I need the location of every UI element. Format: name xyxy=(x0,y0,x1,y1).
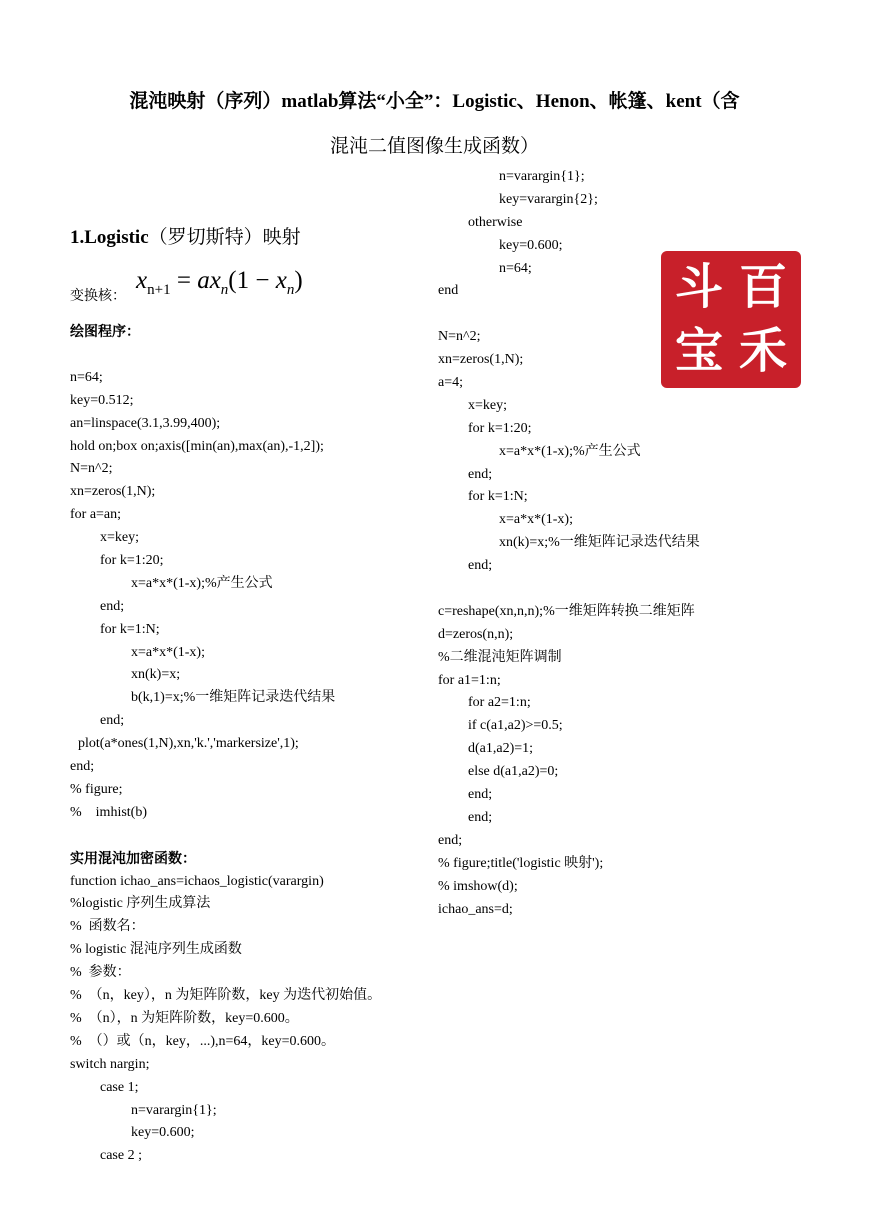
code-line: an=linspace(3.1,3.99,400); xyxy=(70,415,221,431)
code-line: end; xyxy=(100,598,125,614)
code-line: for k=1:N; xyxy=(468,489,528,505)
document-title-line2: 混沌二值图像生成函数） xyxy=(329,136,539,157)
left-column xyxy=(70,222,430,1168)
code-line: case 2 ; xyxy=(100,1148,142,1164)
code-line: for k=1:20; xyxy=(468,420,532,436)
code-line: n=varargin{1}; xyxy=(499,169,585,184)
section-heading-cn: （罗切斯特）映射 xyxy=(148,227,301,248)
document-title-line1: 混沌映射（序列）matlab算法“小全”：Logistic、Henon、帐篷、kent（含 xyxy=(129,91,740,112)
code-line: %二维混沌矩阵调制 xyxy=(438,649,562,665)
kernel-label: 变换核： xyxy=(70,289,126,304)
seal-stamp xyxy=(661,251,801,388)
code-line: x=a*x*(1-x); xyxy=(499,512,573,528)
code-line: % 函数名： xyxy=(70,919,145,935)
code-line: N=n^2; xyxy=(70,461,113,477)
plot-code-block xyxy=(70,367,430,825)
code-line: x=key; xyxy=(100,530,139,546)
code-line: n=64; xyxy=(70,369,103,385)
code-line: end; xyxy=(468,558,493,574)
code-line: if c(a1,a2)>=0.5; xyxy=(468,718,563,734)
seal-char: 百 xyxy=(738,259,787,315)
code-line: end; xyxy=(70,759,95,775)
code-line: for a2=1:n; xyxy=(468,695,531,711)
code-line: function ichao_ans=ichaos_logistic(varargin) xyxy=(70,873,324,889)
code-line: for k=1:N; xyxy=(100,621,160,637)
function-code-block xyxy=(70,871,430,1169)
seal-char: 斗 xyxy=(674,259,723,315)
transform-kernel xyxy=(70,267,430,307)
code-line: ichao_ans=d; xyxy=(438,901,513,917)
code-line: % logistic 混沌序列生成函数 xyxy=(70,942,242,958)
code-line: % 参数： xyxy=(70,965,131,981)
code-line: % imshow(d); xyxy=(438,878,518,894)
code-line: key=0.512; xyxy=(70,392,134,408)
plot-program-heading: 绘图程序： xyxy=(70,325,140,340)
code-line: N=n^2; xyxy=(438,329,481,345)
code-line: xn=zeros(1,N); xyxy=(70,484,156,500)
code-line: d=zeros(n,n); xyxy=(438,626,514,642)
code-line: for k=1:20; xyxy=(100,553,164,569)
code-line: xn(k)=x; xyxy=(131,667,181,683)
section-heading xyxy=(70,222,430,249)
code-line: % （n，key），n 为矩阵阶数，key 为迭代初始值。 xyxy=(70,988,382,1004)
code-line xyxy=(438,578,798,601)
code-line: key=varargin{2}; xyxy=(499,191,598,207)
code-line: key=0.600; xyxy=(131,1125,195,1141)
code-line: a=4; xyxy=(438,375,463,391)
code-line: n=64; xyxy=(499,260,532,276)
section-heading-number: 1.Logistic xyxy=(70,227,149,248)
code-line: end; xyxy=(468,809,493,825)
code-line: c=reshape(xn,n,n);%一维矩阵转换二维矩阵 xyxy=(438,603,695,619)
code-line: end; xyxy=(468,787,493,803)
code-line: switch nargin; xyxy=(70,1056,150,1072)
code-line: plot(a*ones(1,N),xn,'k.','markersize',1); xyxy=(78,736,299,752)
code-line: end; xyxy=(100,713,125,729)
code-line: hold on;box on;axis([min(an),max(an),-1,2]); xyxy=(70,438,324,454)
code-line: end xyxy=(438,283,459,299)
code-line: key=0.600; xyxy=(499,237,563,253)
code-line: x=a*x*(1-x);%产生公式 xyxy=(131,575,273,591)
code-line: n=varargin{1}; xyxy=(131,1102,217,1118)
code-line: for a1=1:n; xyxy=(438,672,501,688)
code-line: % figure;title('logistic 映射'); xyxy=(438,855,604,871)
kernel-formula: $x_{n+1} = ax_n(1 - x_n)$ xyxy=(136,267,303,298)
code-line: b(k,1)=x;%一维矩阵记录迭代结果 xyxy=(131,690,336,706)
code-line: x=a*x*(1-x); xyxy=(131,644,205,660)
code-line: xn(k)=x;%一维矩阵记录迭代结果 xyxy=(499,535,700,551)
code-line: else d(a1,a2)=0; xyxy=(468,764,559,780)
code-line: end; xyxy=(438,832,463,848)
encryption-function-heading: 实用混沌加密函数： xyxy=(70,851,196,867)
code-line: x=key; xyxy=(468,397,507,413)
code-line: % figure; xyxy=(70,781,123,797)
seal-char: 宝 xyxy=(674,323,723,379)
code-line: % （）或（n，key，...),n=64，key=0.600。 xyxy=(70,1033,336,1049)
code-line: x=a*x*(1-x);%产生公式 xyxy=(499,443,641,459)
code-line: %logistic 序列生成算法 xyxy=(70,896,211,912)
code-line: for a=an; xyxy=(70,507,122,523)
code-line: otherwise xyxy=(468,214,523,230)
code-line: end; xyxy=(468,466,493,482)
seal-char: 禾 xyxy=(738,323,787,379)
code-line: d(a1,a2)=1; xyxy=(468,741,534,757)
code-line: case 1; xyxy=(100,1079,139,1095)
code-line: % （n），n 为矩阵阶数，key=0.600。 xyxy=(70,1010,299,1026)
code-line: % imhist(b) xyxy=(70,804,147,820)
code-line: xn=zeros(1,N); xyxy=(438,352,524,368)
